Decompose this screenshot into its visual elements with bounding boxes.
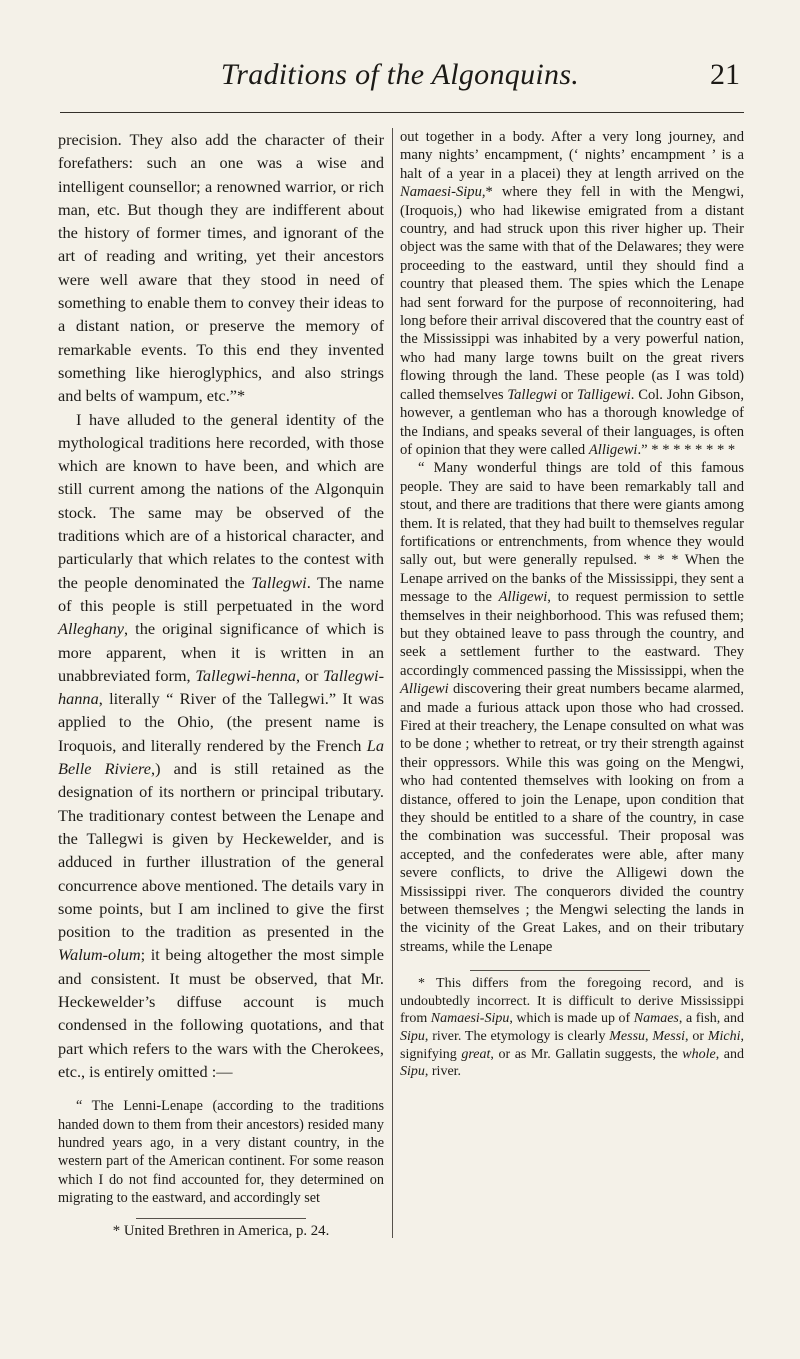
- left-column: [58, 128, 384, 1240]
- page-number: 21: [710, 58, 740, 91]
- header-rule: [60, 112, 744, 113]
- footnote: * This differs from the foregoing record, and is undoubtedly incorrect. It is difficult to derive Mississippi from Namaesi-Sipu, which is made up of Namaes, a fish, and Sipu, river. The etymology is clearly Messu, Messi, or Michi, signifying great, or as Mr. Gallatin suggests, the whole, and Sipu, river.: [400, 976, 745, 1080]
- column-divider: [392, 128, 393, 1238]
- paragraph: I have alluded to the general identity of the mythological traditions here recorded, with those which are known to have been, and which are still current among the nations of the Algonquin stock. The same may be observed of the traditions which are of a historical character, and particularly that which relates to the contest with the people denominated the Tallegwi. The name of this people is still perpetuated in the word Alleghany, the original significance of which is more apparent, when it is written in an unabbreviated form, Tallegwi-henna, or Tallegwi-hanna, literally “ River of the Tallegwi.” It was applied to the Ohio, (the present name is Iroquois, and literally rendered by the French La Belle Riviere,) and is still retained as the designation of its northern or principal tributary. The traditionary contest between the Lenape and the Tallegwi is given by Heckewelder, and is adduced in further illustration of the general concurrence above mentioned. The details vary in some points, but I am inclined to give the first position to the tradition as presented in the Walum-olum; it being altogether the most simple and consistent. It must be observed, that Mr. Heckewelder’s diffuse account is much condensed in the following quotations, and that part which refers to the wars with the Cherokees, etc., is entirely omitted :—: [58, 409, 385, 1081]
- left-body: [58, 128, 384, 1083]
- footnote-rule: [136, 1218, 306, 1219]
- page-header: [60, 58, 740, 98]
- paragraph: out together in a body. After a very long journey, and many nights’ encampment, (‘ nights’ encampment ’ is a halt of a year in a placei) they at length arrived on the Namaesi-Sipu,* where they fell in with the Mengwi, (Iroquois,) who had likewise emigrated from a distant country, and had struck upon this river higher up. Their object was the same with that of the Delawares; they were proceeding to the eastward, until they should find a country that pleased them. The spies which the Lenape had sent forward for the purpose of reconnoitering, had long before their arrival discovered that the country east of the Mississippi was inhabited by a very powerful nation, who had many large towns built on the great rivers flowing through the land. These people (as I was told) called themselves Tallegwi or Talligewi. Col. John Gibson, however, a gentleman who has a thorough knowledge of the Indians, and speaks several of their languages, is often of opinion that they were called Alligewi.” * * * * * * * *: [400, 129, 744, 458]
- running-title: Traditions of the Algonquins.: [220, 58, 580, 91]
- footnote: * United Brethren in America, p. 24.: [112, 1222, 330, 1239]
- paragraph: “ The Lenni-Lenape (according to the traditions handed down to them from their ancestors) resided many hundred years ago, in a very distant country, in the western part of the American continent. For some reason which I do not find accounted for, they determined on migrating to the eastward, and accordingly set: [58, 1098, 384, 1207]
- footnote-rule: [470, 970, 650, 971]
- quotation-block: [58, 1097, 384, 1207]
- right-column: [400, 128, 744, 1081]
- paragraph: “ Many wonderful things are told of this famous people. They are said to have been remarkably tall and stout, and there are traditions that there were giants among them. It is related, that they had built to themselves regular fortifications or entrenchments, from whence they would sally out, but were generally repulsed. * * * When the Lenape arrived on the banks of the Mississippi, they sent a message to the Alligewi, to request permission to settle themselves in their neighborhood. This was refused them; but they obtained leave to pass through the country, and seek a settlement further to the eastward. They accordingly commenced passing the Mississippi, when the Alligewi discovering their great numbers became alarmed, and made a furious attack upon those who had crossed. Fired at their treachery, the Lenape consulted on what was to be done ; whether to retreat, or try their strength against their oppressors. While this was going on the Mengwi, who had contented themselves with looking on from a distance, offered to join the Lenape, upon condition that they should be entitled to a share of the country, in case the combination was successful. Their proposal was accepted, and the confederates were able, after many severe conflicts, to drive the Alligewi down the Mississippi river. The conquerors divided the country between themselves ; the Mengwi selecting the lands in the vicinity of the Great Lakes, and on their tributary streams, while the Lenape: [400, 460, 744, 955]
- paragraph: precision. They also add the character of their forefathers: such an one was a wise and intelligent counsellor; a renowned warrior, or rich man, etc. But though they are indifferent about the history of former times, and ignorant of the art of reading and writing, yet their ancestors were well aware that they stood in need of something to enable them to convey their ideas to a distant nation, or preserve the memory of remarkable events. To this end they invented something like hieroglyphics, and also strings and belts of wampum, etc.”*: [58, 130, 384, 406]
- right-body: [400, 128, 744, 956]
